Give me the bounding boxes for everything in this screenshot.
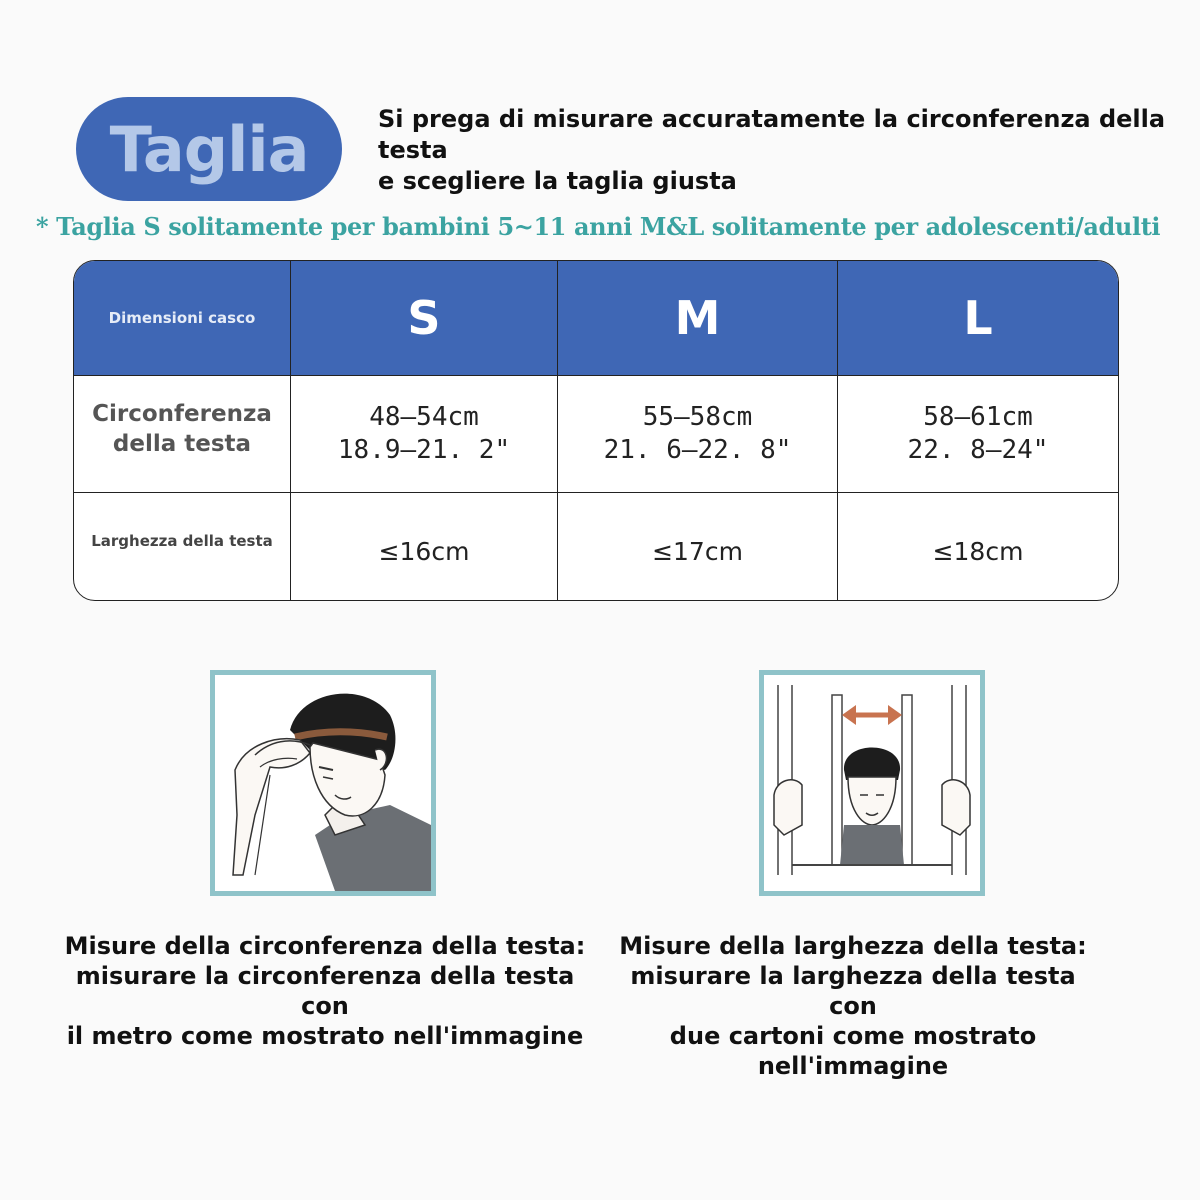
circumference-caption-line-1: Misure della circonferenza della testa: [64, 932, 586, 960]
width-m-cell [558, 492, 838, 601]
circumference-caption [55, 931, 595, 1051]
circumference-l-cell [838, 375, 1118, 492]
circumference-label [92, 399, 272, 469]
size-s-label: S [407, 291, 441, 345]
width-l-value: ≤18cm [932, 536, 1024, 566]
width-caption [608, 931, 1098, 1081]
circumference-m-cell [558, 375, 838, 492]
width-m-value: ≤17cm [652, 536, 743, 566]
size-m-label: M [674, 291, 721, 345]
circumference-l-inch: 22. 8–24" [907, 434, 1049, 465]
circumference-caption-line-2: misurare la circonferenza della testa con [75, 962, 575, 1020]
circumference-illustration [210, 670, 436, 896]
width-caption-line-1: Misure della larghezza della testa: [619, 932, 1087, 960]
table-header-row [74, 261, 1118, 376]
circumference-s-cm: 48–54cm [369, 401, 479, 432]
circumference-m-inch: 21. 6–22. 8" [603, 434, 792, 465]
width-row [74, 492, 1118, 601]
circumference-m-cm: 55–58cm [642, 401, 753, 432]
circumference-label-line-2: della testa [112, 430, 252, 457]
circumference-row [74, 375, 1118, 493]
size-l-header [838, 261, 1118, 375]
age-note: * Taglia S solitamente per bambini 5~11 anni M&L solitamente per adolescenti/adulti [36, 212, 1161, 241]
width-label-cell [74, 492, 291, 601]
circumference-label-line-1: Circonferenza [92, 400, 272, 427]
width-illustration [759, 670, 985, 896]
width-caption-line-2: misurare la larghezza della testa con [630, 962, 1076, 1020]
width-s-cell [291, 492, 558, 601]
intro-line-1: Si prega di misurare accuratamente la circonferenza della testa [378, 105, 1166, 164]
size-table [73, 260, 1119, 601]
circumference-s-cell [291, 375, 558, 492]
intro-line-2: e scegliere la taglia giusta [378, 167, 737, 195]
circumference-s-inch: 18.9–21. 2" [337, 434, 511, 465]
intro-text [378, 104, 1193, 197]
width-s-value: ≤16cm [378, 536, 470, 566]
circumference-l-cm: 58–61cm [923, 401, 1033, 432]
circumference-label-cell [74, 375, 291, 492]
circumference-caption-line-3: il metro come mostrato nell'immagine [66, 1022, 584, 1050]
header-label: Dimensioni casco [108, 309, 256, 327]
width-caption-line-4: nell'immagine [757, 1052, 949, 1080]
size-badge-label: Taglia [109, 112, 309, 186]
header-label-cell [74, 261, 291, 375]
size-m-header [558, 261, 838, 375]
head-width-boards-icon [764, 675, 980, 891]
size-l-label: L [963, 291, 993, 345]
width-l-cell [838, 492, 1118, 601]
width-caption-line-3: due cartoni come mostrato [669, 1022, 1037, 1050]
size-badge [76, 97, 342, 201]
head-tape-measure-icon [215, 675, 431, 891]
size-s-header [291, 261, 558, 375]
width-label: Larghezza della testa [91, 532, 273, 550]
